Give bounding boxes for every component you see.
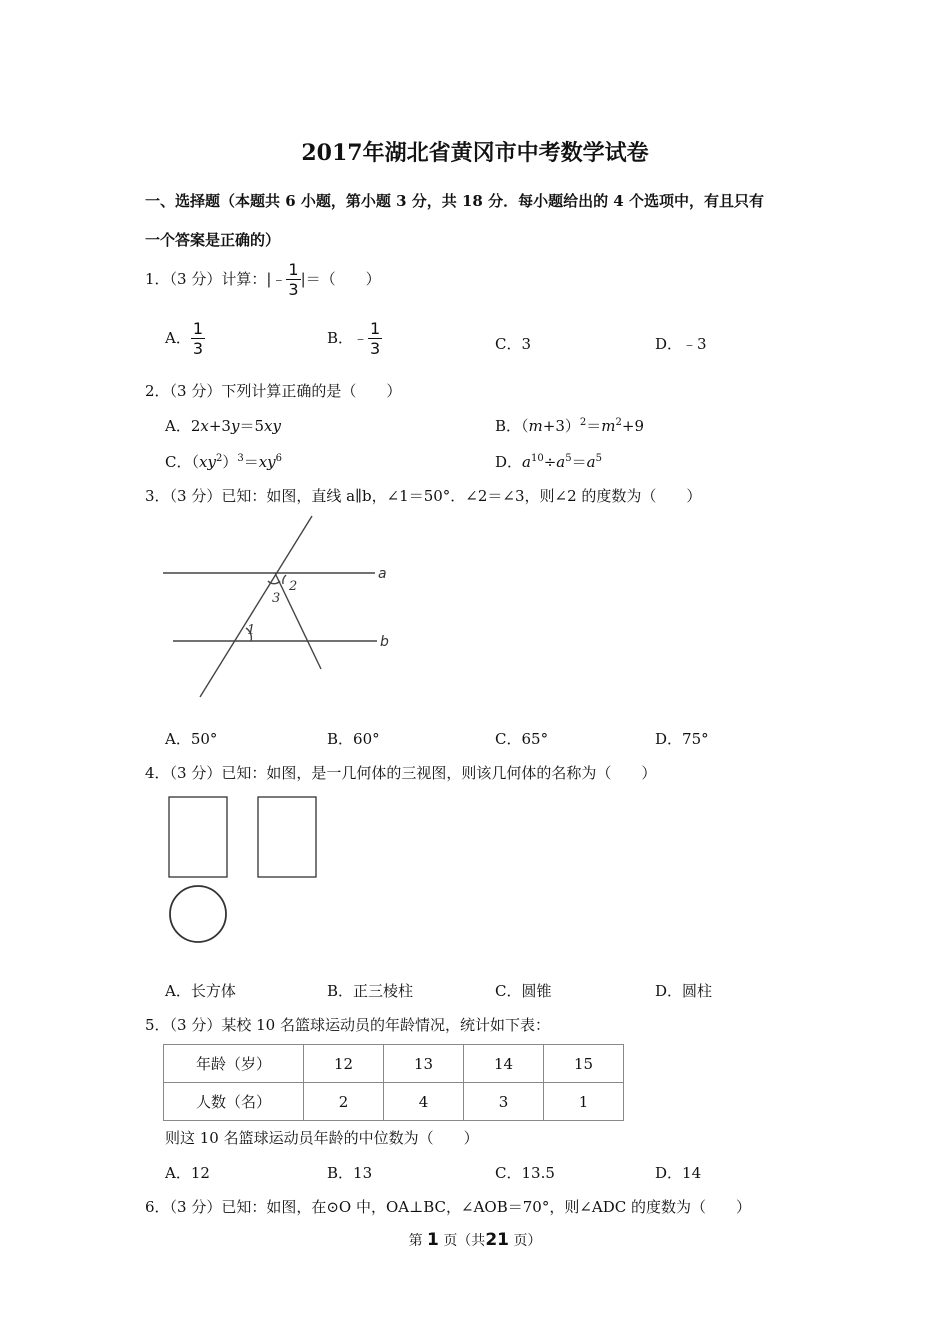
q6-text: 已知：如图，在⊙O 中，OA⊥BC，∠AOB＝70°，则∠ADC 的度数为（ ） [221,1198,751,1216]
q4-three-views-figure [160,790,330,950]
q1-tail: |＝（ ） [300,270,381,288]
q2-option-a-label: A． [165,417,191,435]
transversal-line [200,516,312,697]
table-cell: 年龄（岁） [164,1045,304,1083]
q3-option-c: C．65° [495,730,549,748]
q4-option-d: D．圆柱 [655,982,713,1000]
side-view-rectangle [258,797,316,877]
footer-middle: 页（共 [443,1233,486,1249]
q5-score: （3 分） [169,1016,222,1034]
front-view-rectangle [169,797,227,877]
question-4 [145,762,656,783]
q1-b-den: 3 [370,339,381,358]
q3-text: 已知：如图，直线 a∥b，∠1＝50°．∠2＝∠3，则∠2 的度数为（ ） [221,487,702,505]
q1-option-b [327,321,382,357]
table-cell: 13 [384,1045,464,1083]
table-cell: 12 [304,1045,384,1083]
table-cell: 15 [544,1045,624,1083]
q1-b-num: 1 [370,319,381,338]
q3-option-b: B．60° [327,730,380,748]
footer-suffix: 页） [513,1233,542,1249]
label-angle-1: 1 [247,623,256,638]
q4-option-b: B．正三棱柱 [327,982,414,1000]
q2-text: 下列计算正确的是（ ） [221,382,402,400]
label-a: a [378,566,387,582]
question-5 [145,1014,550,1035]
footer-prefix: 第 [408,1233,423,1249]
q5-option-c: C．13.5 [495,1164,555,1182]
q1-number: 1． [145,270,170,288]
q5-number: 5． [145,1016,170,1034]
q3-parallel-lines-figure [155,510,405,705]
q5-option-b: B．13 [327,1164,373,1182]
q1-option-b-label: B． [327,329,354,347]
q3-number: 3． [145,487,170,505]
q5-followup-text: 则这 10 名篮球运动员年龄的中位数为（ ） [165,1129,479,1147]
q1-frac-num: 1 [288,260,299,279]
q5-option-d: D．14 [655,1164,702,1182]
question-6 [145,1196,751,1217]
q1-option-a-fraction [191,321,205,357]
q4-option-a: A．长方体 [165,982,236,1000]
q2-option-b: B．$(m+3)^2=m^2+9$ [495,417,645,435]
q1-option-c: C．3 [495,335,532,353]
section-heading-line2: 一个答案是正确的） [145,231,281,249]
table-cell: 4 [384,1083,464,1121]
q2-number: 2． [145,382,170,400]
q5-text: 某校 10 名篮球运动员的年龄情况，统计如下表： [221,1016,550,1034]
q1-option-a-label: A． [165,329,191,347]
label-angle-3: 3 [272,591,281,606]
q3-option-a: A．50° [165,730,218,748]
q1-score: （3 分） [169,270,222,288]
q1-a-num: 1 [192,319,204,338]
label-b: b [380,634,389,650]
q1-option-b-fraction [368,321,382,357]
q1-fraction [286,262,300,298]
q4-text: 已知：如图，是一几何体的三视图，则该几何体的名称为（ ） [221,764,657,782]
angle-3-arc [268,581,280,584]
q3-score: （3 分） [169,487,222,505]
q2-option-c: C．$(xy^2)^3=xy^6$ [165,453,283,471]
question-1 [145,262,381,298]
q4-score: （3 分） [169,764,222,782]
table-cell: 3 [464,1083,544,1121]
q2-option-a: A．2x+3y＝5xy [165,417,281,435]
q6-number: 6． [145,1198,170,1216]
q2-option-b-label: B． [495,417,522,435]
footer-page-number: 1 [427,1230,439,1250]
top-view-circle [170,886,226,942]
question-2 [145,380,401,401]
page-footer [0,1230,950,1250]
table-row [164,1083,624,1121]
q2-option-d: D．$a^{10}\div a^5=a^5$ [495,453,602,471]
q5-option-a: A．12 [165,1164,210,1182]
second-transversal-line [275,573,321,669]
q1-option-a [165,321,205,357]
angle-2-arc [283,575,286,584]
q2-option-c-label: C． [165,453,192,471]
q1-option-d: D．﹣3 [655,335,707,353]
age-table [163,1044,624,1121]
q1-a-den: 3 [192,339,204,358]
q1-text: 计算：|﹣ [221,270,287,288]
table-cell: 14 [464,1045,544,1083]
q2-score: （3 分） [169,382,222,400]
table-cell: 人数（名） [164,1083,304,1121]
q4-number: 4． [145,764,170,782]
table-cell: 2 [304,1083,384,1121]
exam-title: 2017年湖北省黄冈市中考数学试卷 [301,140,649,166]
section-heading-line1: 一、选择题（本题共 6 小题，第小题 3 分，共 18 分．每小题给出的 4 个选项中，有且只有 [145,192,764,210]
q3-option-d: D．75° [655,730,709,748]
question-3 [145,485,701,506]
q4-option-c: C．圆锥 [495,982,552,1000]
q1-option-b-sign: ﹣ [353,329,369,347]
q1-frac-den: 3 [288,280,299,299]
footer-total-pages: 21 [485,1230,509,1250]
table-row [164,1045,624,1083]
q2-option-d-label: D． [495,453,523,471]
label-angle-2: 2 [289,579,298,594]
q6-score: （3 分） [169,1198,222,1216]
table-cell: 1 [544,1083,624,1121]
